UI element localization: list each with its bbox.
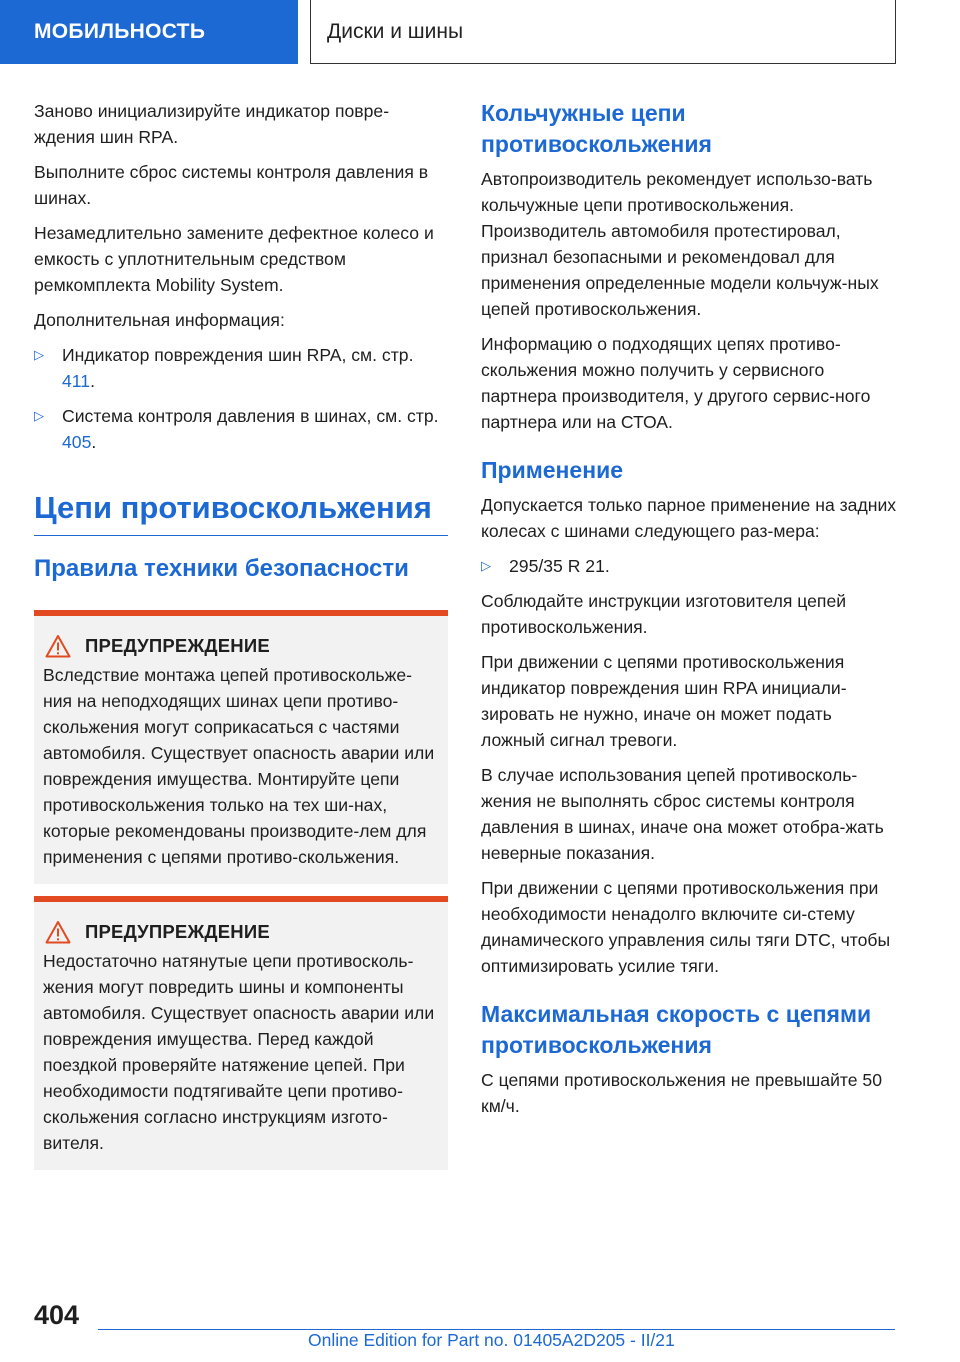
warning-text: Недостаточно натянутые цепи противосколь-жения могут повредить шины и компоненты автомобиля. Существует опасность аварии или повреждения имущества. Перед каждой поездкой проверяйте натяжение цепей. При необходимости подтягивайте цепи противо-скольжения согласно инструкциям изгото-вителя. bbox=[43, 951, 435, 1153]
paragraph: С цепями противоскольжения не превышайте 50 км/ч. bbox=[481, 1070, 882, 1116]
triangle-bullet-icon: ▷ bbox=[481, 558, 491, 573]
edition-note: Online Edition for Part no. 01405A2D205 - II/21 bbox=[308, 1330, 675, 1350]
chapter-title: Диски и шины bbox=[310, 0, 896, 64]
paragraph: Информацию о подходящих цепях противо-скольжения можно получить у сервисного партнера производителя, у другого сервис-ного партнера или на СТОА. bbox=[481, 334, 871, 432]
paragraph: При движении с цепями противоскольжения индикатор повреждения шин RPA инициали-зировать не нужно, иначе он может подать ложный сигнал тревоги. bbox=[481, 652, 847, 750]
list-item-text: Индикатор повреждения шин RPA, см. стр. bbox=[62, 345, 414, 365]
page-link[interactable]: 411 bbox=[62, 371, 91, 391]
warning-triangle-icon bbox=[45, 920, 71, 944]
paragraph: При движении с цепями противоскольжения при необходимости ненадолго включите си-стему динамического управления силы тяги DTC, чтобы оптимизировать усилие тяги. bbox=[481, 878, 891, 976]
list-item-text: Система контроля давления в шинах, см. стр. bbox=[62, 406, 439, 426]
warning-title: ПРЕДУПРЕЖДЕНИЕ bbox=[85, 921, 270, 942]
reference-list bbox=[34, 342, 448, 455]
paragraph: Выполните сброс системы контроля давления в шинах. bbox=[34, 162, 429, 208]
paragraph: Дополнительная информация: bbox=[34, 310, 285, 330]
page-link[interactable]: 405 bbox=[62, 432, 92, 452]
section-tab: МОБИЛЬНОСТЬ bbox=[0, 0, 298, 64]
chapter-heading: Цепи противоскольжения bbox=[34, 489, 448, 536]
paragraph: Допускается только парное применение на задних колесах с шинами следующего раз-мера: bbox=[481, 495, 897, 541]
section-heading: Правила техники безопасности bbox=[34, 555, 409, 582]
page-number: 404 bbox=[34, 1300, 80, 1330]
right-column bbox=[481, 98, 897, 1128]
triangle-bullet-icon: ▷ bbox=[34, 408, 44, 423]
section-heading: Максимальная скорость с цепями противоскольжения bbox=[481, 1001, 872, 1058]
list-item-text: 295/35 R 21. bbox=[509, 556, 610, 576]
section-heading: Кольчужные цепи противоскольжения bbox=[481, 100, 712, 157]
warning-box bbox=[34, 896, 448, 1170]
paragraph: Соблюдайте инструкции изготовителя цепей противоскольжения. bbox=[481, 591, 847, 637]
warning-text: Вследствие монтажа цепей противоскольже-ния на неподходящих шинах цепи противо-скольжения могут соприкасаться с частями автомобиля. Существует опасность аварии или повреждения имущества. Монтируйте цепи противоскольжения только на тех ши-нах, которые рекомендованы производите-лем для применения с цепями противо-скольжения. bbox=[43, 665, 435, 867]
paragraph: Незамедлительно замените дефектное колесо и емкость с уплотнительным средством ремкомплекта Mobility System. bbox=[34, 223, 434, 295]
list-item-end: . bbox=[90, 371, 95, 391]
list-item bbox=[34, 342, 448, 394]
warning-title: ПРЕДУПРЕЖДЕНИЕ bbox=[85, 635, 270, 656]
paragraph: Заново инициализируйте индикатор повре-ждения шин RPA. bbox=[34, 101, 390, 147]
warning-triangle-icon bbox=[45, 634, 71, 658]
list-item bbox=[481, 553, 897, 579]
warning-box bbox=[34, 610, 448, 884]
size-list bbox=[481, 553, 897, 579]
list-item bbox=[34, 403, 448, 455]
paragraph: В случае использования цепей противосколь-жения не выполнять сброс системы контроля давления в шинах, иначе она может отобра-жать неверные показания. bbox=[481, 765, 884, 863]
triangle-bullet-icon: ▷ bbox=[34, 347, 44, 362]
list-item-end: . bbox=[91, 432, 97, 452]
paragraph: Автопроизводитель рекомендует использо-вать кольчужные цепи противоскольжения. Производитель автомобиля протестировал, признал безопасными и рекомендовал для применения определенные модели кольчуж-ных цепей противоскольжения. bbox=[481, 169, 879, 319]
left-column bbox=[34, 98, 448, 1182]
section-heading: Применение bbox=[481, 457, 624, 483]
